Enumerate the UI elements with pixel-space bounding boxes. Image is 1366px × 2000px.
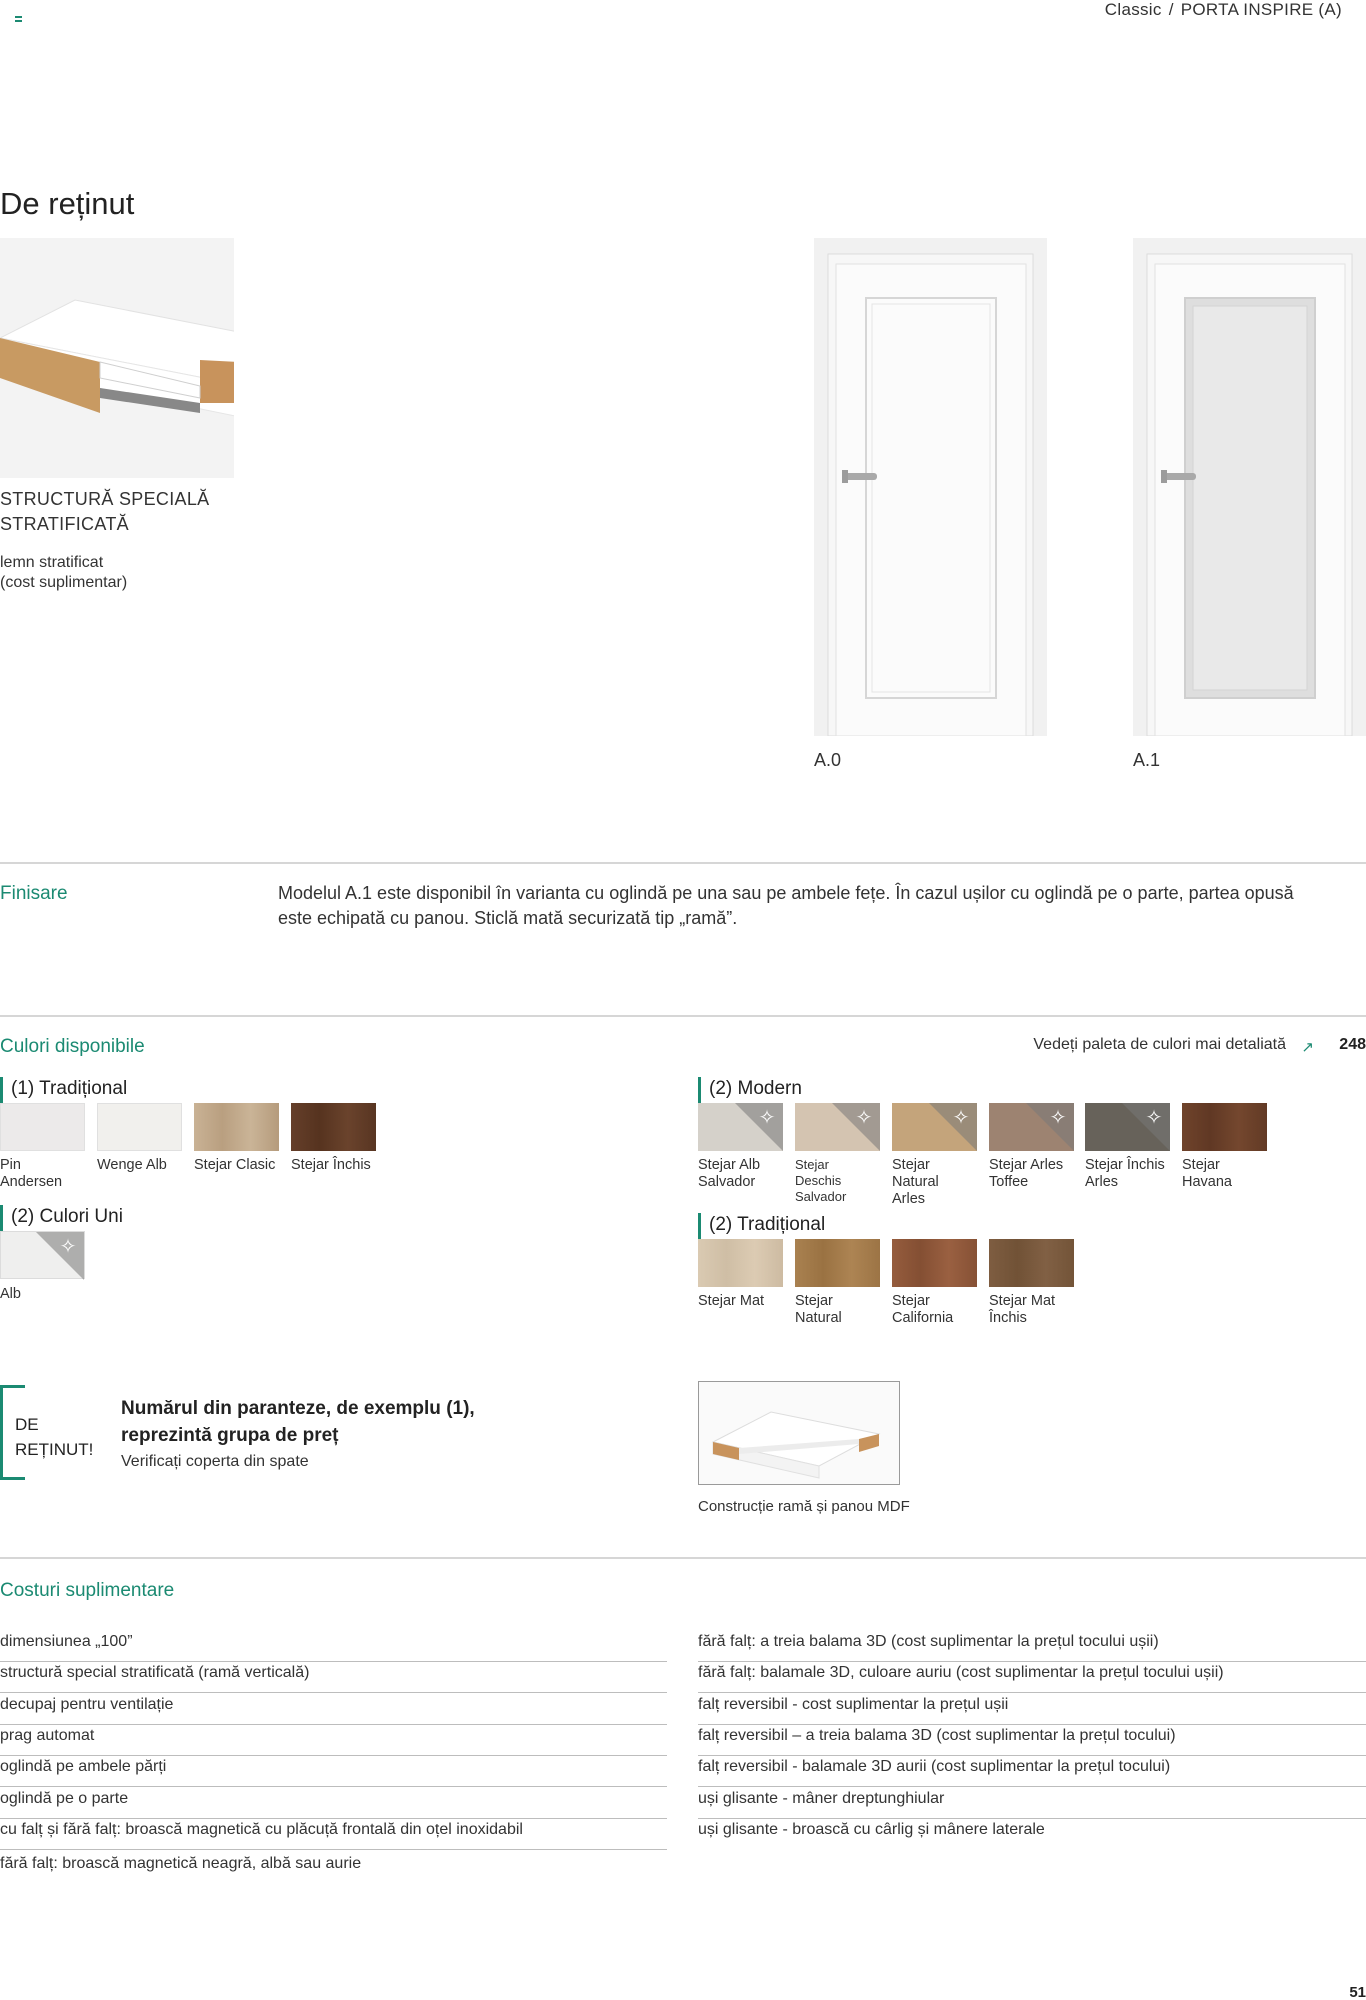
swatch-label: Stejar Natural bbox=[795, 1293, 842, 1326]
swatch-stejar-natural[interactable] bbox=[795, 1239, 880, 1287]
structure-desc-line2: (cost suplimentar) bbox=[0, 574, 128, 591]
cost-item: structură special stratificată (ramă verticală) bbox=[0, 1662, 667, 1693]
swatch-alb[interactable] bbox=[0, 1231, 85, 1279]
sparkle-icon: ✧ bbox=[59, 1236, 77, 1258]
breadcrumb-separator: / bbox=[1168, 0, 1174, 19]
swatch-stejar-havana[interactable] bbox=[1182, 1103, 1267, 1151]
arrow-up-right-icon[interactable]: ↗ bbox=[1301, 1039, 1314, 1056]
structure-image bbox=[0, 238, 234, 478]
note-title: Numărul din paranteze, de exemplu (1), reprezintă grupa de preț bbox=[121, 1398, 475, 1446]
breadcrumb-classic[interactable]: Classic bbox=[1104, 0, 1162, 19]
door-label-a1: A.1 bbox=[1133, 750, 1161, 770]
structure-title-line2: STRATIFICATĂ bbox=[0, 514, 129, 534]
swatch-label: Stejar Arles Toffee bbox=[989, 1157, 1064, 1190]
finisare-text bbox=[278, 881, 1366, 931]
swatch-label: Stejar Natural Arles bbox=[892, 1157, 939, 1207]
swatch-stejar-natural-arles[interactable] bbox=[892, 1103, 977, 1151]
sparkle-icon: ✧ bbox=[758, 1107, 776, 1129]
swatch-label: Stejar Havana bbox=[1182, 1157, 1232, 1190]
sparkle-icon: ✧ bbox=[1049, 1107, 1067, 1129]
cost-item: fără falț: broască magnetică neagră, albă sau aurie bbox=[0, 1855, 362, 1872]
breadcrumb bbox=[1105, 0, 1342, 20]
cost-item: fără falț: balamale 3D, culoare auriu (cost suplimentar la prețul tocului ușii) bbox=[698, 1662, 1366, 1693]
swatch-stejar-california[interactable] bbox=[892, 1239, 977, 1287]
finisare-text-line2: este echipată cu panou. Sticlă mată securizată tip „ramă”. bbox=[278, 908, 738, 928]
group-heading-modern-2: (2) Modern bbox=[698, 1077, 802, 1111]
cost-item: cu falț și fără falț: broască magnetică cu plăcuță frontală din oțel inoxidabil bbox=[0, 1819, 667, 1850]
costs-label: Costuri suplimentare bbox=[0, 1580, 175, 1601]
swatch-label: Stejar California bbox=[892, 1293, 954, 1326]
cost-item: dimensiunea „100” bbox=[0, 1631, 667, 1662]
swatch-stejar-inchis[interactable] bbox=[291, 1103, 376, 1151]
cost-item: uși glisante - mâner dreptunghiular bbox=[698, 1788, 1366, 1819]
note-subtitle: Verificați coperta din spate bbox=[121, 1453, 309, 1470]
colors-label: Culori disponibile bbox=[0, 1036, 145, 1057]
mdf-construction-image bbox=[698, 1381, 900, 1485]
swatch-label: Wenge Alb bbox=[97, 1157, 167, 1173]
cost-item: oglindă pe o parte bbox=[0, 1788, 667, 1819]
swatch-stejar-mat[interactable] bbox=[698, 1239, 783, 1287]
structure-title bbox=[0, 487, 209, 537]
swatch-label: Stejar Deschis Salvador bbox=[795, 1157, 847, 1204]
swatch-stejar-deschis-salvador[interactable] bbox=[795, 1103, 880, 1151]
swatch-stejar-alb-salvador[interactable] bbox=[698, 1103, 783, 1151]
cost-item: falț reversibil – a treia balama 3D (cost suplimentar la prețul tocului) bbox=[698, 1725, 1366, 1756]
page-reference[interactable]: 248 bbox=[1339, 1036, 1366, 1053]
swatch-label: Alb bbox=[0, 1286, 21, 1302]
mdf-caption: Construcție ramă și panou MDF bbox=[698, 1498, 910, 1515]
page-title: De reținut bbox=[0, 186, 135, 221]
sparkle-icon: ✧ bbox=[855, 1107, 873, 1129]
cost-item: oglindă pe ambele părți bbox=[0, 1756, 667, 1787]
cost-item: fără falț: a treia balama 3D (cost suplimentar la prețul tocului ușii) bbox=[698, 1631, 1366, 1662]
swatch-label: Stejar Închis bbox=[291, 1157, 371, 1173]
swatch-label: Stejar Clasic bbox=[194, 1157, 276, 1173]
finisare-text-line1: Modelul A.1 este disponibil în varianta cu oglindă pe una sau pe ambele fețe. În cazul ușilor cu oglindă pe o parte, partea opusă bbox=[278, 883, 1294, 903]
cost-item: prag automat bbox=[0, 1725, 667, 1756]
cost-item: decupaj pentru ventilație bbox=[0, 1694, 667, 1725]
swatch-stejar-arles-toffee[interactable] bbox=[989, 1103, 1074, 1151]
swatch-label: Pin Andersen bbox=[0, 1157, 63, 1190]
group-heading-traditional-1: (1) Tradițional bbox=[0, 1077, 127, 1111]
menu-icon[interactable] bbox=[15, 16, 27, 26]
page-number: 51 bbox=[1349, 1984, 1366, 2000]
color-palette-link[interactable]: Vedeți paleta de culori mai detaliată bbox=[1033, 1036, 1286, 1053]
group-heading-traditional-2: (2) Tradițional bbox=[698, 1213, 825, 1247]
swatch-label: Stejar Închis Arles bbox=[1085, 1157, 1165, 1190]
swatch-stejar-inchis-arles[interactable] bbox=[1085, 1103, 1170, 1151]
swatch-stejar-clasic[interactable] bbox=[194, 1103, 279, 1151]
sparkle-icon: ✧ bbox=[1145, 1107, 1163, 1129]
breadcrumb-current: PORTA INSPIRE (A) bbox=[1180, 0, 1342, 19]
cost-item: falț reversibil - balamale 3D aurii (cost suplimentar la prețul tocului) bbox=[698, 1756, 1366, 1787]
swatch-pin-andersen[interactable] bbox=[0, 1103, 85, 1151]
swatch-stejar-mat-inchis[interactable] bbox=[989, 1239, 1074, 1287]
divider bbox=[0, 862, 1366, 864]
sparkle-icon: ✧ bbox=[952, 1107, 970, 1129]
cost-item: uși glisante - broască cu cârlig și mânere laterale bbox=[698, 1821, 1045, 1838]
finisare-label: Finisare bbox=[0, 883, 68, 904]
divider bbox=[0, 1015, 1366, 1017]
door-label-a0: A.0 bbox=[814, 750, 842, 770]
group-heading-uni-2: (2) Culori Uni bbox=[0, 1205, 123, 1239]
structure-description bbox=[0, 553, 127, 593]
door-image-a0 bbox=[814, 238, 1047, 736]
swatch-wenge-alb[interactable] bbox=[97, 1103, 182, 1151]
structure-title-line1: STRUCTURĂ SPECIALĂ bbox=[0, 489, 210, 509]
structure-desc-line1: lemn stratificat bbox=[0, 554, 104, 571]
divider bbox=[0, 1557, 1366, 1559]
door-image-a1 bbox=[1133, 238, 1366, 736]
swatch-label: Stejar Mat bbox=[698, 1293, 765, 1309]
cost-item: falț reversibil - cost suplimentar la prețul ușii bbox=[698, 1694, 1366, 1725]
swatch-label: Stejar Alb Salvador bbox=[698, 1157, 761, 1190]
note-tag: DE REȚINUT! bbox=[15, 1415, 94, 1459]
swatch-label: Stejar Mat Închis bbox=[989, 1293, 1056, 1326]
